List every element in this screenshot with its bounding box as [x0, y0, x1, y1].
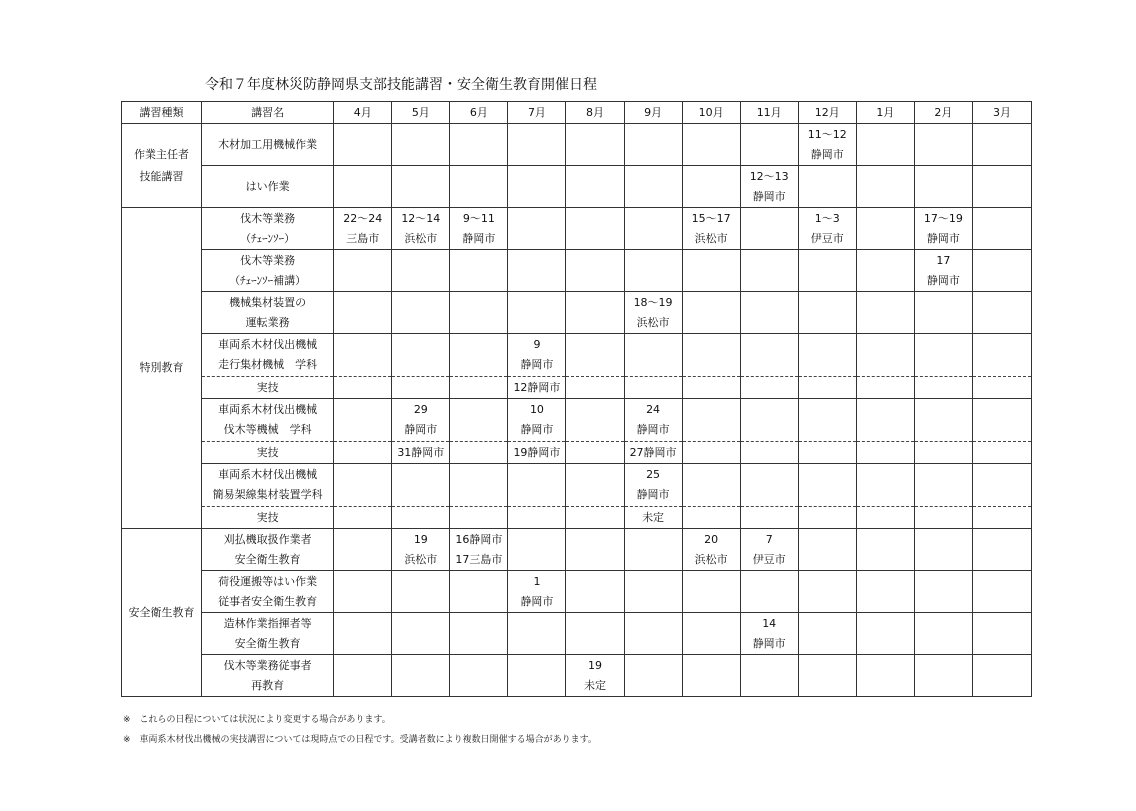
schedule-cell — [450, 464, 508, 507]
schedule-cell — [624, 250, 682, 292]
schedule-cell — [856, 399, 914, 442]
course-name-text: 刈払機取扱作業者 — [223, 532, 312, 546]
schedule-entry: 19 — [413, 532, 428, 546]
header-category: 講習種類 — [122, 102, 202, 124]
schedule-cell — [566, 250, 624, 292]
schedule-cell — [566, 529, 624, 571]
schedule-cell — [508, 334, 566, 377]
schedule-cell — [972, 571, 1031, 613]
schedule-cell — [334, 166, 392, 208]
header-month: 8月 — [566, 102, 624, 124]
course-name — [202, 208, 334, 250]
schedule-cell — [798, 613, 856, 655]
schedule-cell — [740, 571, 798, 613]
course-name-text: （ﾁｪｰﾝｿｰ補講） — [229, 273, 307, 287]
schedule-cell — [566, 124, 624, 166]
schedule-entry: 1～3 — [814, 211, 840, 225]
course-name — [202, 571, 334, 613]
course-name-text: 再教育 — [251, 678, 285, 692]
schedule-cell — [508, 571, 566, 613]
schedule-cell — [508, 377, 566, 399]
schedule-cell — [624, 208, 682, 250]
schedule-cell — [740, 208, 798, 250]
schedule-cell — [508, 292, 566, 334]
schedule-cell — [508, 442, 566, 464]
schedule-cell — [798, 464, 856, 507]
schedule-entry: 9～11 — [462, 211, 495, 225]
footnote: ※ これらの日程については状況により変更する場合があります。 — [123, 715, 391, 725]
schedule-cell — [740, 399, 798, 442]
schedule-cell — [682, 334, 740, 377]
schedule-cell — [392, 334, 450, 377]
schedule-cell — [798, 292, 856, 334]
schedule-entry: 静岡市 — [926, 273, 960, 287]
schedule-entry: 12～14 — [401, 211, 441, 225]
schedule-cell — [566, 442, 624, 464]
schedule-cell — [508, 208, 566, 250]
course-name-text: 伐木等業務 — [240, 253, 296, 267]
schedule-cell — [740, 334, 798, 377]
course-name-text: 運転業務 — [245, 315, 290, 329]
schedule-cell — [334, 250, 392, 292]
schedule-cell — [450, 292, 508, 334]
schedule-cell — [972, 655, 1031, 697]
schedule-cell — [508, 529, 566, 571]
schedule-cell — [334, 124, 392, 166]
schedule-cell — [798, 208, 856, 250]
schedule-cell — [972, 507, 1031, 529]
schedule-entry: 静岡市 — [752, 636, 786, 650]
schedule-cell — [798, 655, 856, 697]
schedule-cell — [508, 124, 566, 166]
schedule-cell — [508, 464, 566, 507]
schedule-entry: 三島市 — [346, 231, 380, 245]
schedule-entry: 浜松市 — [694, 231, 728, 245]
schedule-cell — [566, 655, 624, 697]
schedule-cell — [682, 571, 740, 613]
schedule-cell — [914, 399, 972, 442]
course-name-jitsugi — [202, 377, 334, 399]
schedule-cell — [914, 208, 972, 250]
schedule-entry: 静岡市 — [810, 147, 844, 161]
schedule-cell — [914, 571, 972, 613]
header-month: 9月 — [624, 102, 682, 124]
header-row — [122, 102, 1032, 124]
course-name — [202, 655, 334, 697]
schedule-cell — [972, 250, 1031, 292]
schedule-cell — [798, 334, 856, 377]
schedule-entry: 19 — [588, 658, 602, 672]
course-name-text: 造林作業指揮者等 — [223, 616, 312, 630]
schedule-cell — [740, 613, 798, 655]
schedule-cell — [740, 464, 798, 507]
schedule-cell — [740, 442, 798, 464]
schedule-entry: 27静岡市 — [629, 445, 677, 459]
course-name — [202, 399, 334, 442]
schedule-cell — [682, 507, 740, 529]
schedule-entry: 静岡市 — [636, 488, 670, 501]
schedule-cell — [798, 377, 856, 399]
schedule-cell — [450, 655, 508, 697]
schedule-entry: 浜松市 — [694, 552, 728, 566]
schedule-entry: 11～12 — [807, 127, 847, 141]
schedule-cell — [856, 464, 914, 507]
schedule-cell — [740, 529, 798, 571]
schedule-cell — [856, 292, 914, 334]
schedule-cell — [566, 464, 624, 507]
schedule-entry: 伊豆市 — [752, 552, 786, 566]
schedule-entry: 12～13 — [749, 169, 789, 183]
header-month: 3月 — [972, 102, 1031, 124]
schedule-cell — [682, 377, 740, 399]
schedule-cell — [740, 507, 798, 529]
course-name-text: 簡易架線集材装置学科 — [212, 488, 323, 501]
schedule-cell — [450, 208, 508, 250]
schedule-cell — [682, 292, 740, 334]
schedule-cell — [624, 124, 682, 166]
header-month: 2月 — [914, 102, 972, 124]
schedule-cell — [798, 124, 856, 166]
schedule-cell — [798, 399, 856, 442]
schedule-cell — [334, 208, 392, 250]
schedule-entry: 静岡市 — [752, 189, 786, 203]
course-name-text: 走行集材機械 学科 — [218, 358, 318, 371]
schedule-cell — [392, 529, 450, 571]
course-name — [202, 292, 334, 334]
schedule-cell — [392, 292, 450, 334]
schedule-entry: 29 — [413, 403, 428, 416]
course-name-text: 機械集材装置の — [229, 295, 307, 309]
schedule-cell — [972, 464, 1031, 507]
schedule-entry: 25 — [646, 468, 661, 481]
schedule-entry: 17三島市 — [455, 552, 503, 566]
schedule-cell — [914, 334, 972, 377]
schedule-cell — [508, 399, 566, 442]
schedule-cell — [740, 655, 798, 697]
schedule-cell — [334, 334, 392, 377]
schedule-cell — [566, 399, 624, 442]
schedule-cell — [450, 529, 508, 571]
schedule-cell — [740, 250, 798, 292]
schedule-cell — [682, 124, 740, 166]
schedule-entry: 伊豆市 — [810, 231, 844, 245]
course-name-text: 伐木等業務 — [240, 211, 296, 225]
header-month: 6月 — [450, 102, 508, 124]
schedule-entry: 22～24 — [343, 211, 383, 225]
schedule-entry: 17 — [936, 253, 951, 267]
schedule-cell — [740, 124, 798, 166]
schedule-entry: 10 — [529, 403, 544, 416]
schedule-cell — [392, 124, 450, 166]
schedule-entry: 1 — [533, 574, 541, 588]
course-name-text: 安全衛生教育 — [234, 636, 301, 650]
schedule-cell — [682, 529, 740, 571]
schedule-cell — [508, 166, 566, 208]
schedule-entry: 静岡市 — [520, 358, 554, 371]
course-name — [202, 250, 334, 292]
schedule-entry: 静岡市 — [520, 423, 554, 436]
schedule-cell — [972, 613, 1031, 655]
category-label: 特別教育 — [139, 361, 184, 374]
course-name — [202, 529, 334, 571]
header-month: 10月 — [682, 102, 740, 124]
schedule-cell — [856, 442, 914, 464]
schedule-cell — [856, 507, 914, 529]
schedule-cell — [740, 166, 798, 208]
schedule-cell — [856, 166, 914, 208]
schedule-cell — [450, 613, 508, 655]
category-label: 作業主任者 — [134, 147, 190, 161]
schedule-cell — [856, 613, 914, 655]
schedule-cell — [740, 292, 798, 334]
schedule-cell — [972, 529, 1031, 571]
schedule-cell — [682, 464, 740, 507]
schedule-cell — [450, 334, 508, 377]
schedule-cell — [798, 250, 856, 292]
schedule-entry: 静岡市 — [520, 594, 554, 608]
schedule-entry: 7 — [765, 532, 773, 546]
schedule-cell — [392, 208, 450, 250]
schedule-cell — [624, 442, 682, 464]
schedule-cell — [856, 655, 914, 697]
header-month: 12月 — [798, 102, 856, 124]
schedule-cell — [450, 250, 508, 292]
course-name-text: 木材加工用機械作業 — [218, 137, 318, 151]
schedule-entry: 24 — [646, 403, 661, 416]
schedule-cell — [334, 655, 392, 697]
schedule-cell — [392, 571, 450, 613]
schedule-cell — [334, 571, 392, 613]
schedule-entry: 浜松市 — [404, 552, 438, 566]
footnote: ※ 車両系木材伐出機械の実技講習については現時点での日程です。受講者数により複数日開催する場合があります。 — [123, 735, 597, 745]
header-course-name: 講習名 — [202, 102, 334, 124]
schedule-entry: 12静岡市 — [513, 380, 561, 394]
schedule-cell — [334, 377, 392, 399]
header-month: 11月 — [740, 102, 798, 124]
schedule-cell — [566, 613, 624, 655]
schedule-cell — [624, 655, 682, 697]
course-name — [202, 613, 334, 655]
schedule-cell — [914, 292, 972, 334]
schedule-cell — [392, 507, 450, 529]
schedule-cell — [914, 124, 972, 166]
schedule-cell — [566, 377, 624, 399]
course-name-text: 伐木等機械 学科 — [223, 423, 312, 436]
schedule-cell — [624, 377, 682, 399]
schedule-cell — [914, 166, 972, 208]
schedule-cell — [624, 507, 682, 529]
course-name-jitsugi — [202, 442, 334, 464]
schedule-cell — [856, 250, 914, 292]
course-name-text: 車両系木材伐出機械 — [218, 468, 318, 481]
schedule-cell — [972, 208, 1031, 250]
header-month: 5月 — [392, 102, 450, 124]
schedule-cell — [450, 377, 508, 399]
schedule-cell — [624, 529, 682, 571]
schedule-entry: 静岡市 — [636, 423, 670, 436]
schedule-cell — [682, 166, 740, 208]
schedule-entry: 静岡市 — [926, 231, 960, 245]
schedule-entry: 17～19 — [923, 211, 963, 225]
schedule-cell — [856, 529, 914, 571]
course-name-text: 実技 — [256, 445, 279, 459]
schedule-cell — [972, 399, 1031, 442]
schedule-cell — [624, 571, 682, 613]
schedule-cell — [682, 655, 740, 697]
course-name-text: 実技 — [256, 510, 279, 524]
category-tokubetsu — [122, 208, 202, 529]
schedule-cell — [856, 208, 914, 250]
schedule-cell — [972, 442, 1031, 464]
schedule-cell — [508, 613, 566, 655]
schedule-cell — [624, 399, 682, 442]
schedule-entry: 31静岡市 — [397, 445, 445, 459]
schedule-cell — [392, 166, 450, 208]
schedule-entry: 15～17 — [691, 211, 731, 225]
schedule-cell — [914, 655, 972, 697]
schedule-cell — [450, 442, 508, 464]
course-name-text: 荷役運搬等はい作業 — [218, 574, 318, 588]
schedule-entry: 16静岡市 — [455, 532, 503, 546]
schedule-cell — [566, 292, 624, 334]
category-sagyo-shunin — [122, 124, 202, 208]
schedule-cell — [450, 399, 508, 442]
schedule-cell — [624, 464, 682, 507]
schedule-cell — [682, 442, 740, 464]
schedule-cell — [624, 334, 682, 377]
schedule-cell — [914, 529, 972, 571]
schedule-cell — [334, 464, 392, 507]
course-name-text: （ﾁｪｰﾝｿｰ） — [240, 231, 296, 245]
course-name-text: 伐木等業務従事者 — [223, 658, 312, 672]
schedule-cell — [508, 655, 566, 697]
schedule-cell — [334, 292, 392, 334]
schedule-cell — [392, 250, 450, 292]
page-title: 令和７年度林災防静岡県支部技能講習・安全衛生教育開催日程 — [205, 77, 597, 93]
header-month: 1月 — [856, 102, 914, 124]
category-anzen-eisei — [122, 529, 202, 697]
schedule-cell — [972, 166, 1031, 208]
schedule-cell — [914, 250, 972, 292]
schedule-entry: 浜松市 — [636, 315, 670, 329]
schedule-cell — [450, 571, 508, 613]
schedule-cell — [972, 334, 1031, 377]
course-name-text: 従事者安全衛生教育 — [218, 594, 318, 608]
schedule-cell — [508, 507, 566, 529]
header-month: 4月 — [334, 102, 392, 124]
schedule-cell — [624, 613, 682, 655]
course-name-text: はい作業 — [245, 179, 290, 193]
course-name-text: 車両系木材伐出機械 — [218, 403, 318, 416]
schedule-cell — [566, 166, 624, 208]
schedule-cell — [392, 377, 450, 399]
schedule-entry: 未定 — [642, 510, 665, 524]
course-name-jitsugi — [202, 507, 334, 529]
schedule-cell — [856, 334, 914, 377]
schedule-cell — [566, 571, 624, 613]
course-name — [202, 464, 334, 507]
schedule-cell — [624, 292, 682, 334]
course-name — [202, 334, 334, 377]
schedule-cell — [334, 529, 392, 571]
schedule-cell — [798, 507, 856, 529]
schedule-cell — [334, 399, 392, 442]
schedule-cell — [624, 166, 682, 208]
schedule-cell — [334, 442, 392, 464]
schedule-cell — [972, 292, 1031, 334]
schedule-entry: 静岡市 — [404, 423, 438, 436]
schedule-cell — [682, 613, 740, 655]
schedule-cell — [682, 208, 740, 250]
schedule-cell — [450, 507, 508, 529]
schedule-cell — [450, 124, 508, 166]
schedule-cell — [972, 377, 1031, 399]
schedule-entry: 20 — [704, 532, 719, 546]
header-month: 7月 — [508, 102, 566, 124]
course-name — [202, 124, 334, 166]
schedule-cell — [682, 399, 740, 442]
schedule-cell — [914, 442, 972, 464]
schedule-entry: 浜松市 — [404, 231, 438, 245]
schedule-cell — [914, 377, 972, 399]
schedule-cell — [856, 124, 914, 166]
schedule-cell — [334, 507, 392, 529]
schedule-cell — [914, 507, 972, 529]
course-name-text: 安全衛生教育 — [234, 552, 301, 566]
schedule-cell — [392, 613, 450, 655]
schedule-entry: 静岡市 — [462, 231, 496, 245]
schedule-cell — [334, 613, 392, 655]
schedule-cell — [508, 250, 566, 292]
schedule-cell — [798, 529, 856, 571]
schedule-cell — [972, 124, 1031, 166]
schedule-cell — [798, 166, 856, 208]
course-name-text: 実技 — [256, 380, 279, 394]
schedule-cell — [392, 655, 450, 697]
schedule-cell — [566, 507, 624, 529]
schedule-cell — [450, 166, 508, 208]
category-label: 安全衛生教育 — [128, 605, 195, 619]
schedule-cell — [682, 250, 740, 292]
schedule-entry: 19静岡市 — [513, 445, 561, 459]
schedule-cell — [392, 442, 450, 464]
schedule-entry: 18～19 — [633, 295, 673, 309]
schedule-entry: 未定 — [584, 678, 606, 692]
course-name-text: 車両系木材伐出機械 — [218, 338, 318, 351]
schedule-cell — [856, 571, 914, 613]
category-label: 技能講習 — [139, 169, 184, 183]
schedule-entry: 14 — [762, 616, 777, 630]
schedule-cell — [914, 613, 972, 655]
schedule-cell — [566, 208, 624, 250]
schedule-cell — [392, 464, 450, 507]
schedule-cell — [798, 442, 856, 464]
schedule-cell — [798, 571, 856, 613]
schedule-cell — [740, 377, 798, 399]
schedule-cell — [392, 399, 450, 442]
course-name — [202, 166, 334, 208]
schedule-cell — [856, 377, 914, 399]
schedule-entry: 9 — [533, 338, 541, 351]
schedule-cell — [914, 464, 972, 507]
schedule-table — [121, 101, 1032, 697]
schedule-cell — [566, 334, 624, 377]
